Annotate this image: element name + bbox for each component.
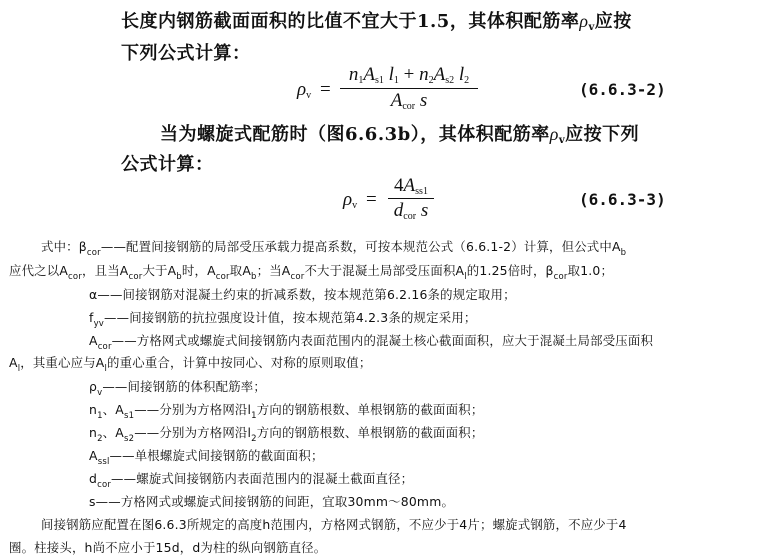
body-line-13: 间接钢筋应配置在图6.6.3所规定的高度h范围内，方格网式钢筋，不应少于4片；螺旋式钢筋，不应少于4 — [41, 517, 627, 532]
eq2-lhs — [343, 189, 357, 211]
scanned-formula-section — [0, 0, 777, 232]
top-line-3 — [160, 120, 639, 146]
def-line-2: 应代之以$A_{cor}$，且当$A_{cor}$大于$A_b$时，$A_{cor}$取$A_b$；当$A_{cor}$不大于混凝土局部受压面积$A_l$的1.25倍时，$\beta_{cor}$取1.0； — [9, 263, 614, 282]
top-line-3-tail: 应按下列 — [565, 124, 640, 145]
eq1-numerator: $n_1A_{s1}$ $l_1 + n_2A_{s2}$ $l_2$ — [348, 64, 470, 86]
eq2-denominator: $d_{cor}$ s — [393, 200, 429, 222]
def-line-4: $f_{yv}——$间接钢筋的抗拉强度设计值，按本规范第4.2.3条的规定采用； — [89, 310, 477, 329]
def-line-12: s——方格网式或螺旋式间接钢筋的间距，宜取30mm～80mm。 — [89, 494, 455, 509]
eq1-lhs — [297, 79, 311, 101]
def-line-10: $A_{ssl}——$单根螺旋式间接钢筋的截面面积； — [89, 448, 324, 467]
eq2-number: (6.6.3-3) — [579, 190, 666, 209]
eq2-equals: = — [366, 189, 377, 210]
eq1-equals: = — [320, 79, 331, 100]
def-line-7: $\rho_v——$间接钢筋的体积配筋率； — [89, 379, 266, 398]
top-line-2: 下列公式计算： — [121, 43, 251, 64]
def-line-3: α——间接钢筋对混凝土约束的折减系数，按本规范第6.2.16条的规定取用； — [89, 287, 516, 302]
top-line-4: 公式计算： — [121, 154, 214, 175]
eq2-lhs-symbol: ρ — [343, 189, 353, 210]
def-line-6: $A_l$，其重心应与$A_l$的重心重合，计算中按同心、对称的原则取值； — [9, 355, 372, 374]
def-line-8: $n_1$、$A_{s1}——$分别为方格网沿$l_1$方向的钢筋根数、单根钢筋的截面面积； — [89, 402, 484, 421]
def-line-11: $d_{cor}——$螺旋式间接钢筋内表面范围内的混凝土截面直径； — [89, 471, 414, 490]
eq1-number: (6.6.3-2) — [579, 80, 666, 99]
def-line-9: $n_2$、$A_{s2}——$分别为方格网沿$l_2$方向的钢筋根数、单根钢筋的截面面积； — [89, 425, 484, 444]
top-line-1 — [121, 7, 632, 33]
eq1-lhs-sub: v — [306, 90, 312, 101]
def-line-5: $A_{cor}——$方格网式或螺旋式间接钢筋内表面范围内的混凝土核心截面面积，应大于混凝土局部受压面积 — [89, 333, 654, 352]
eq1-denominator: $A_{cor}$ s — [390, 90, 428, 112]
rho-symbol: ρ — [579, 11, 589, 31]
top-line-3-text: 当为螺旋式配筋时（图6.6.3b），其体积配筋率 — [160, 124, 550, 145]
top-line-1-tail: 应按 — [594, 11, 632, 32]
eq1-lhs-symbol: ρ — [297, 79, 307, 100]
body-line-14: 圈。柱接头，h尚不应小于15d，d为柱的纵向钢筋直径。 — [9, 540, 327, 555]
top-line-1-text: 长度内钢筋截面面积的比值不宜大于1.5，其体积配筋率 — [121, 11, 580, 32]
eq2-numerator: $4A_{ss1}$ — [394, 175, 428, 197]
rho-subscript: v — [588, 22, 595, 33]
rho-subscript-2: v — [558, 135, 566, 146]
def-line-1: 式中：$\beta_{cor}——$配置间接钢筋的局部受压承载力提高系数，可按本规范公式（6.6.1-2）计算，但公式中$A_b$ — [41, 239, 627, 258]
eq2-lhs-sub: v — [352, 200, 358, 211]
rho-symbol-2: ρ — [549, 124, 559, 144]
